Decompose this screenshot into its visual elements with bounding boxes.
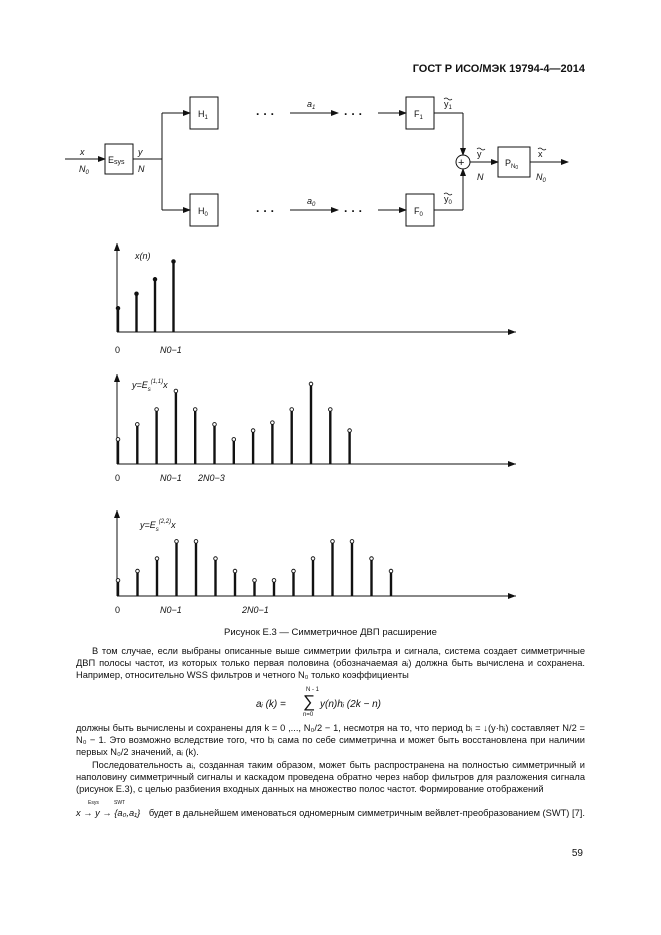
stem-marker xyxy=(290,408,294,412)
diagram-n-label: N xyxy=(138,164,145,174)
x-axis-arrow xyxy=(508,461,516,467)
paragraph-2: должны быть вычислены и сохранены для k = 0 ,..., N₀/2 − 1, несмотря на то, что период bᵢ = ↓(y·hᵢ) составляет N/2 = N₀ − 1. Это возможно вследствие того, что bᵢ сама по себе симметрична и может быть восстановлена при наличии первых N₀/2 значений, aᵢ (k). xyxy=(76,723,585,758)
paragraph-3: Последовательность aᵢ, созданная таким образом, может быть распространена на полностью симметричный и наполовину симметричный сигналы и каскадом проведена обратно через набор фильтров для разложения сигнала (рисунок Е.3), с целью разбиения входных данных на множество полос частот. Формирование отображений xyxy=(76,760,585,795)
stem-marker xyxy=(116,438,120,442)
stem-plots xyxy=(0,240,661,620)
stem-marker xyxy=(174,389,178,393)
block-diagram xyxy=(0,0,661,240)
h1-block: $H_1$ xyxy=(198,109,208,121)
formula-lhs: aᵢ (k) = xyxy=(256,699,286,710)
x-axis-arrow xyxy=(508,593,516,599)
stem-marker xyxy=(155,557,159,561)
plot1-tick-n0m1: N0−1 xyxy=(160,345,182,355)
y-axis-arrow xyxy=(114,243,120,251)
page-header: ГОСТ Р ИСО/МЭК 19794-4—2014 xyxy=(412,63,585,75)
swt-line xyxy=(76,800,585,818)
stem-marker xyxy=(153,278,157,282)
plot3-zero: 0 xyxy=(115,605,121,615)
stem-marker xyxy=(350,540,354,544)
stem-marker xyxy=(370,557,374,561)
stem-marker xyxy=(253,579,257,583)
plot2-tick-2n0m3: 2N0−3 xyxy=(198,473,225,483)
plot1-zero: 0 xyxy=(115,345,121,355)
stem-marker xyxy=(272,579,276,583)
dots-bottom-2: · · · xyxy=(344,204,363,218)
formula xyxy=(256,687,416,719)
stem-marker xyxy=(233,569,237,573)
esys-block: Esys xyxy=(108,155,125,166)
stem-marker xyxy=(116,306,120,310)
formula-sum-bottom: n=0 xyxy=(303,712,314,718)
f1-block: $F_1$ xyxy=(414,109,423,121)
sigma-icon: ∑ xyxy=(303,692,316,711)
y-axis-arrow xyxy=(114,510,120,518)
p-block: $P_N0$ xyxy=(505,158,519,171)
stem-marker xyxy=(309,382,313,386)
plot2-label: $y=E_s^{(1,1)}x$ xyxy=(132,379,168,393)
y0-tilde-label: $y_0$ xyxy=(444,194,452,206)
plot3-tick-2n0m1: 2N0−1 xyxy=(242,605,269,615)
formula-rhs: y(n)hᵢ (2k − n) xyxy=(320,699,381,710)
stem-marker xyxy=(329,408,333,412)
stem-marker xyxy=(136,423,140,427)
plot2-tick-n0m1: N0−1 xyxy=(160,473,182,483)
stem-marker xyxy=(251,429,255,433)
h0-block: $H_0$ xyxy=(198,206,208,218)
page-number: 59 xyxy=(571,848,583,859)
y1-tilde-label: $y_1$ xyxy=(444,99,452,111)
dots-top-2: · · · xyxy=(344,107,363,121)
stem-marker xyxy=(232,438,236,442)
stem-marker xyxy=(311,557,315,561)
stem-marker xyxy=(135,292,139,296)
diagram-x-label: x xyxy=(80,147,85,157)
plot3-tick-n0m1: N0−1 xyxy=(160,605,182,615)
swt-above-swt: SWT xyxy=(114,800,126,806)
stem-marker xyxy=(136,569,140,573)
plot1-label: x(n) xyxy=(135,251,151,261)
summing-node-plus: + xyxy=(458,157,465,169)
x-axis-arrow xyxy=(508,329,516,335)
stem-marker xyxy=(292,569,296,573)
stem-marker xyxy=(116,579,120,583)
a0-label: $a_0$ xyxy=(307,196,316,208)
x-tilde-label: x xyxy=(538,149,543,159)
plot2-zero: 0 xyxy=(115,473,121,483)
n-after-label: N xyxy=(477,172,484,182)
dots-top-1: · · · xyxy=(256,107,275,121)
stem-marker xyxy=(389,569,393,573)
plot-es11 xyxy=(114,374,516,467)
y-tilde-label: y xyxy=(477,149,482,159)
swt-mapping: x → y → {a₀,a₁} xyxy=(76,808,141,818)
swt-text: будет в дальнейшем именоваться одномерным симметричным вейвлет-преобразованием (SWT) [7]. xyxy=(148,808,585,818)
stem-marker xyxy=(175,540,179,544)
figure-caption: Рисунок Е.3 — Симметричное ДВП расширение xyxy=(224,627,437,638)
swt-above-esys: Esys xyxy=(88,800,99,806)
diagram-n0-label: $N_0$ xyxy=(79,164,89,176)
plot-x-n xyxy=(114,243,516,335)
plot3-label: $y=E_s^{(2,2)}x$ xyxy=(140,519,176,533)
stem-marker xyxy=(172,260,176,264)
stem-marker xyxy=(155,408,159,412)
stem-marker xyxy=(271,421,275,425)
stem-marker xyxy=(214,557,218,561)
stem-marker xyxy=(193,408,197,412)
formula-sum-top: N - 1 xyxy=(306,687,320,693)
dots-bottom-1: · · · xyxy=(256,204,275,218)
stem-marker xyxy=(194,540,198,544)
f0-block: $F_0$ xyxy=(414,206,423,218)
stem-marker xyxy=(331,540,335,544)
stem-marker xyxy=(213,423,217,427)
paragraph-1: В том случае, если выбраны описанные выше симметрии фильтра и сигнала, система создает симметричные ДВП полосы частот, из которых только первая половина (обозначаемая aᵢ) должна быть вычислена и сохранена. Например, относительно WSS фильтров и четного N₀ только коэффициенты xyxy=(76,646,585,681)
out-n0-label: $N_0$ xyxy=(536,172,546,184)
a1-label: $a_1$ xyxy=(307,99,316,111)
y-axis-arrow xyxy=(114,374,120,382)
diagram-y-label: y xyxy=(138,147,143,157)
stem-marker xyxy=(348,429,352,433)
